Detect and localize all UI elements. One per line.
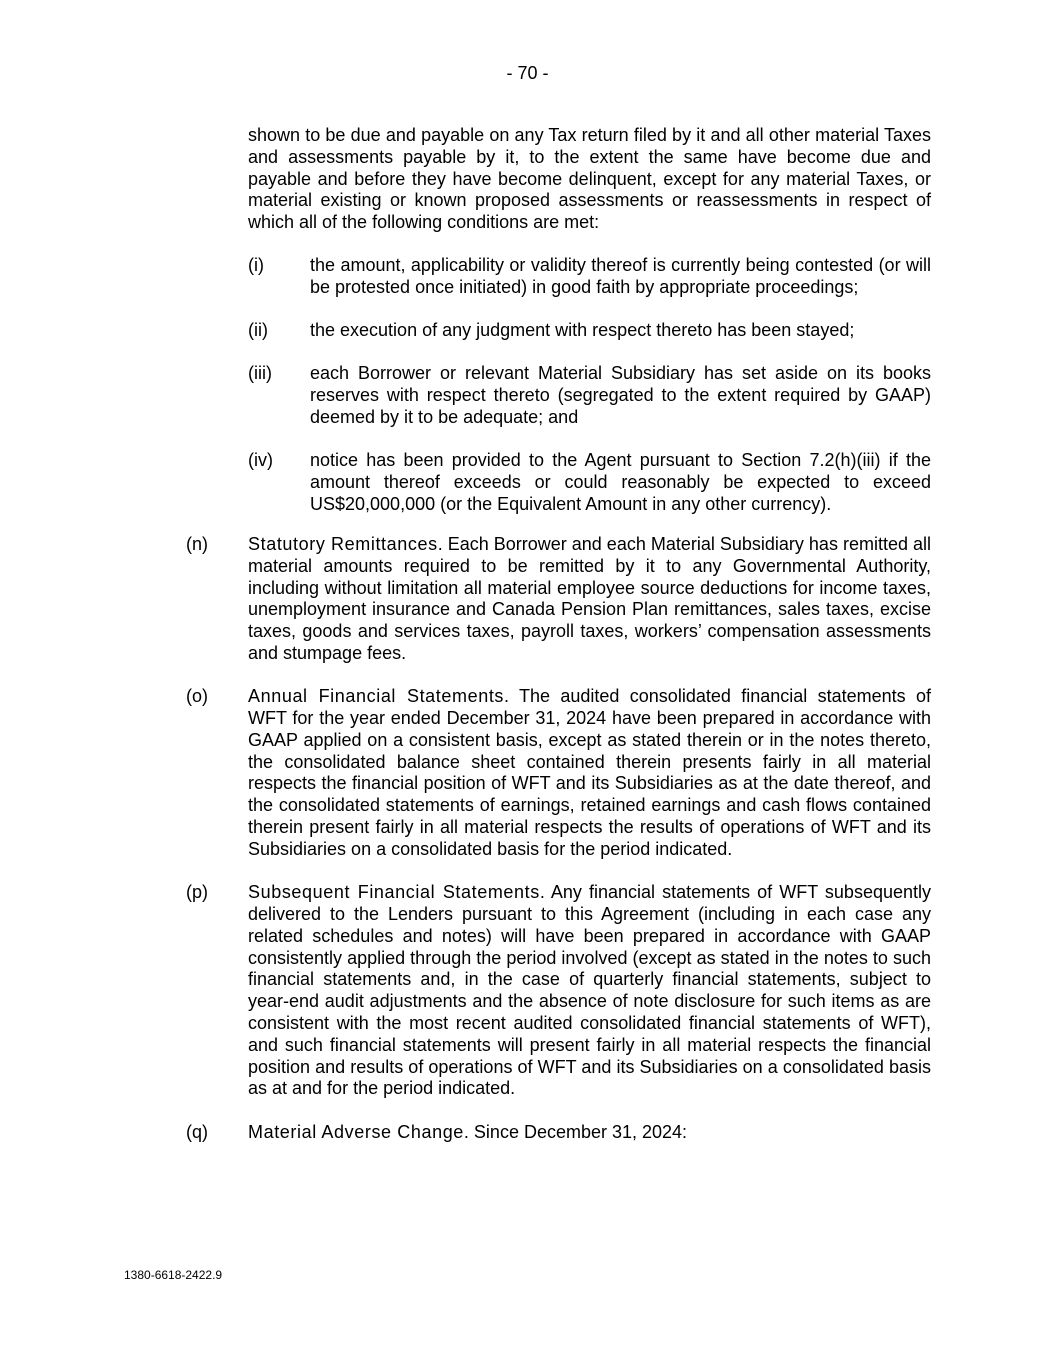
- sub-item-label: (i): [248, 255, 264, 275]
- section-body: [248, 882, 931, 1100]
- section-label: (n): [186, 534, 208, 554]
- section-body: [248, 686, 931, 860]
- section-heading: Annual Financial Statements: [248, 686, 505, 707]
- sub-item-label: (ii): [248, 320, 268, 341]
- page-number: - 70 -: [506, 63, 549, 83]
- sub-item: [248, 450, 931, 515]
- section-material-adverse-change: [186, 1122, 931, 1144]
- section-body: [248, 1122, 931, 1144]
- sub-item-text: notice has been provided to the Agent pursuant to Section 7.2(h)(iii) if the amount thereof exceeds or could reasonably be expected to exceed US$20,000,000 (or the Equivalent Amount in any other currency).: [310, 450, 931, 514]
- section-text: . Each Borrower and each Material Subsidiary has remitted all material amounts required to be remitted by it to any Governmental Authority, including without limitation all material employee source deductions for income taxes, unemployment insurance and Canada Pension Plan remittances, sales taxes, excise taxes, goods and services taxes, payroll taxes, workers’ compensation assessments and stumpage fees.: [248, 534, 931, 663]
- sub-item-list: [248, 255, 931, 537]
- section-heading: Material Adverse Change: [248, 1121, 464, 1142]
- sub-item: [248, 363, 931, 428]
- sub-item: [248, 320, 931, 342]
- section-statutory-remittances: [186, 534, 931, 665]
- section-heading: Statutory Remittances: [248, 534, 438, 554]
- section-list: [186, 534, 931, 1165]
- section-annual-financial-statements: [186, 686, 931, 860]
- sub-item-text: each Borrower or relevant Material Subsidiary has set aside on its books reserves with respect thereto (segregated to the extent required by GAAP) deemed by it to be adequate; and: [310, 363, 931, 427]
- section-label: (p): [186, 882, 208, 903]
- section-subsequent-financial-statements: [186, 882, 931, 1100]
- section-label: (q): [186, 1121, 208, 1142]
- section-label: (o): [186, 686, 208, 707]
- sub-item: [248, 255, 931, 299]
- document-id-footer: 1380-6618-2422.9: [124, 1268, 223, 1282]
- sub-item-text: the execution of any judgment with respect thereto has been stayed;: [310, 320, 855, 341]
- sub-item-label: (iv): [248, 450, 273, 471]
- sub-item-text: the amount, applicability or validity thereof is currently being contested (or will be protested once initiated) in good faith by appropriate proceedings;: [310, 255, 931, 297]
- section-body: [248, 534, 931, 665]
- section-heading: Subsequent Financial Statements: [248, 882, 540, 903]
- section-text: . Since December 31, 2024:: [463, 1121, 688, 1142]
- section-text: . The audited consolidated financial statements of WFT for the year ended December 31, 2024 have been prepared in accordance with GAAP applied on a consistent basis, except as stated therein or in the notes thereto, the consolidated balance sheet contained therein presents fairly in all material respects the financial position of WFT and its Subsidiaries as at the date thereof, and the consolidated statements of earnings, retained earnings and cash flows contained therein present fairly in all material respects the results of operations of WFT and its Subsidiaries on a consolidated basis for the period indicated.: [248, 686, 931, 859]
- sub-item-label: (iii): [248, 363, 272, 384]
- continuation-paragraph: shown to be due and payable on any Tax return filed by it and all other material Taxes and assessments payable by it, to the extent the same have become due and payable and before they have become delinquent, except for any material Taxes, or material existing or known proposed assessments or reassessments in respect of which all of the following conditions are met:: [248, 125, 931, 233]
- section-text: . Any financial statements of WFT subsequently delivered to the Lenders pursuant to this Agreement (including in each case any related schedules and notes) will have been prepared in accordance with GAAP consistently applied through the period involved (except as stated in the notes to such financial statements and, in the case of quarterly financial statements, subject to year-end audit adjustments and the absence of note disclosure for such items as are consistent with the most recent audited consolidated financial statements of WFT), and such financial statements will present fairly in all material respects the financial position and results of operations of WFT and its Subsidiaries on a consolidated basis as at and for the period indicated.: [248, 882, 931, 1099]
